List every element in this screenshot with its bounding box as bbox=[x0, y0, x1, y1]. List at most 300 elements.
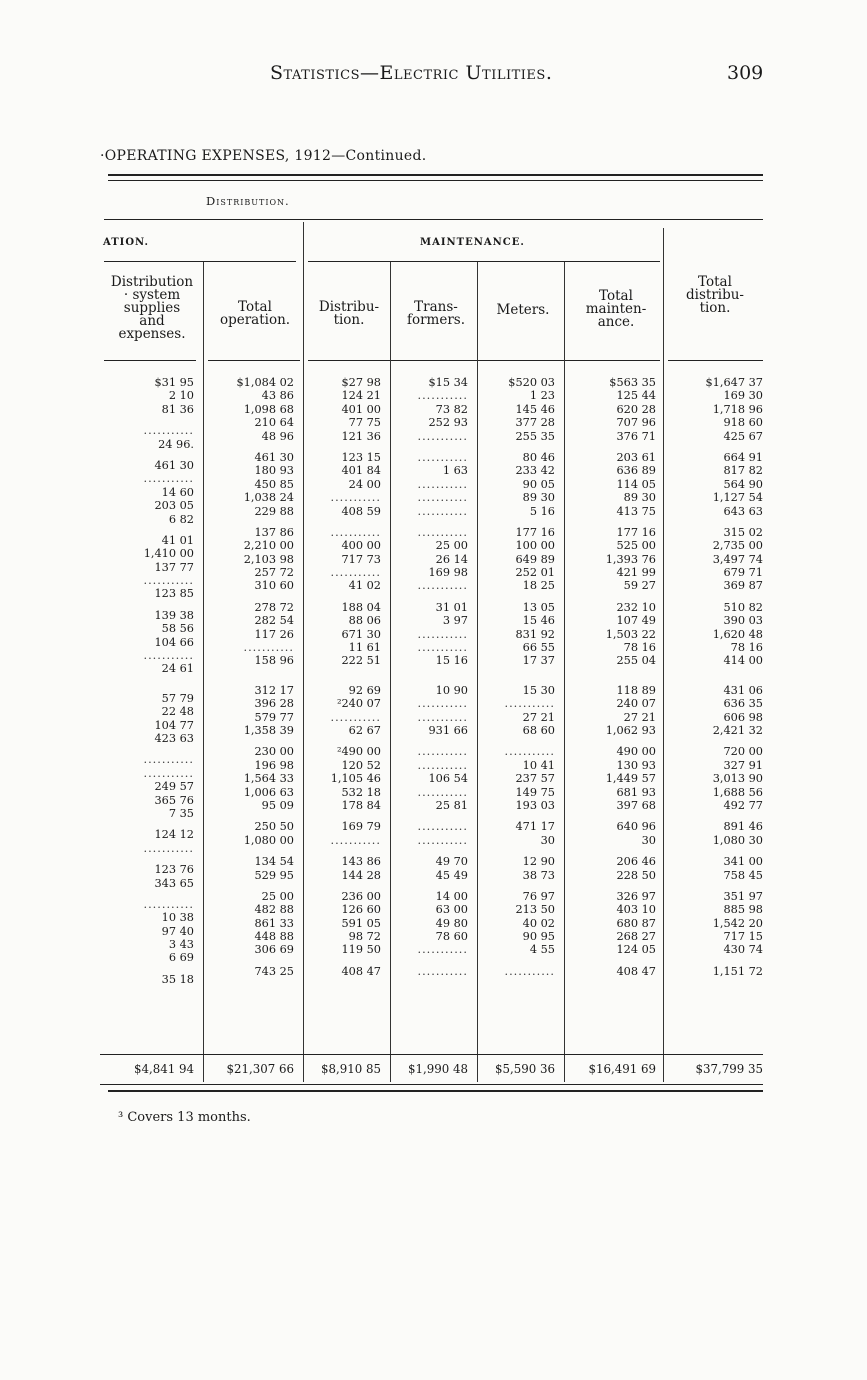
row-gap bbox=[566, 957, 656, 965]
row-gap bbox=[306, 676, 381, 684]
table-cell: ........... bbox=[417, 579, 468, 593]
table-cell: 341 00 bbox=[723, 855, 763, 869]
table-cell: ........... bbox=[243, 641, 294, 655]
row-gap bbox=[566, 847, 656, 855]
table-cell: 891 46 bbox=[723, 820, 763, 834]
row-gap bbox=[479, 882, 555, 890]
row-gap bbox=[306, 882, 381, 890]
table-cell: 213 50 bbox=[515, 903, 555, 917]
table-cell: 401 84 bbox=[341, 464, 381, 478]
row-gap bbox=[306, 443, 381, 451]
table-cell: $1,647 37 bbox=[705, 376, 763, 389]
table-cell: 255 35 bbox=[515, 429, 555, 443]
table-cell: 45 49 bbox=[435, 868, 468, 882]
table-cell: 77 75 bbox=[348, 416, 381, 430]
row-gap bbox=[100, 684, 194, 692]
table-cell: 41 02 bbox=[348, 579, 381, 593]
col-header-transformers: Trans- formers. bbox=[406, 299, 466, 328]
table-cell: 758 45 bbox=[723, 868, 763, 882]
table-cell: 1,564 33 bbox=[243, 772, 294, 786]
table-cell: 861 33 bbox=[254, 916, 294, 930]
table-cell: 78 60 bbox=[435, 930, 468, 944]
table-cell: 237 57 bbox=[515, 772, 555, 786]
table-cell: 177 16 bbox=[515, 525, 555, 539]
table-cell: 620 28 bbox=[616, 402, 656, 416]
column-total-distribution bbox=[666, 376, 763, 978]
table-cell: 104 66 bbox=[154, 635, 194, 649]
table-cell: 510 82 bbox=[723, 600, 763, 614]
table-cell: 461 30 bbox=[154, 458, 194, 472]
col-header-supplies: Distribution · system supplies and expenses. bbox=[110, 274, 194, 342]
row-gap bbox=[206, 443, 294, 451]
table-cell: 169 30 bbox=[723, 389, 763, 403]
table-cell: ........... bbox=[417, 964, 468, 978]
table-cell: ........... bbox=[417, 710, 468, 724]
table-cell: 81 36 bbox=[161, 402, 194, 416]
table-cell: 76 97 bbox=[522, 889, 555, 903]
table-cell: 1,393 76 bbox=[605, 552, 656, 566]
table-cell: 525 00 bbox=[616, 539, 656, 553]
table-cell: ........... bbox=[143, 424, 194, 438]
row-gap bbox=[666, 443, 763, 451]
table-cell: 222 51 bbox=[341, 654, 381, 668]
table-cell: 6 82 bbox=[168, 512, 194, 526]
table-cell: 177 16 bbox=[616, 525, 656, 539]
table-cell: 125 44 bbox=[616, 389, 656, 403]
table-cell: ........... bbox=[330, 566, 381, 580]
row-gap bbox=[206, 518, 294, 526]
table-cell: 1,080 00 bbox=[243, 833, 294, 847]
col-header-total-maintenance: Total mainten- ance. bbox=[585, 288, 647, 330]
row-gap bbox=[666, 957, 763, 965]
table-cell: 306 69 bbox=[254, 943, 294, 957]
table-cell: ........... bbox=[330, 833, 381, 847]
table-cell: 124 05 bbox=[616, 943, 656, 957]
row-gap bbox=[392, 668, 468, 676]
table-cell: 1,062 93 bbox=[605, 723, 656, 737]
table-cell: ........... bbox=[504, 964, 555, 978]
section-operation: ATION. bbox=[103, 237, 150, 248]
table-cell: 107 49 bbox=[616, 614, 656, 628]
table-cell: 390 03 bbox=[723, 614, 763, 628]
row-gap bbox=[306, 737, 381, 745]
table-cell: 10 41 bbox=[522, 758, 555, 772]
row-gap bbox=[566, 593, 656, 601]
table-cell: ........... bbox=[417, 758, 468, 772]
table-cell: 13 05 bbox=[522, 600, 555, 614]
table-cell: 193 03 bbox=[515, 798, 555, 812]
table-cell: 312 17 bbox=[254, 683, 294, 697]
table-cell: 817 82 bbox=[723, 464, 763, 478]
table-cell: 137 77 bbox=[154, 560, 194, 574]
table-cell: 3 97 bbox=[442, 614, 468, 628]
table-cell: 134 54 bbox=[254, 855, 294, 869]
table-cell: 119 50 bbox=[341, 943, 381, 957]
table-cell: 78 16 bbox=[623, 641, 656, 655]
table-cell: 606 98 bbox=[723, 710, 763, 724]
table-cell: 26 14 bbox=[435, 552, 468, 566]
row-gap bbox=[100, 965, 194, 973]
table-cell: ........... bbox=[330, 525, 381, 539]
table-cell: 343 65 bbox=[154, 876, 194, 890]
column-total-operation bbox=[206, 376, 294, 978]
table-cell: 98 72 bbox=[348, 930, 381, 944]
total-maintenance: $16,491 69 bbox=[588, 1062, 656, 1076]
table-cell: 249 57 bbox=[154, 780, 194, 794]
row-gap bbox=[100, 820, 194, 828]
total-meters: $5,590 36 bbox=[494, 1062, 555, 1076]
table-cell: 57 79 bbox=[161, 691, 194, 705]
table-cell: 918 60 bbox=[723, 416, 763, 430]
table-cell: 278 72 bbox=[254, 600, 294, 614]
table-cell: 3,013 90 bbox=[712, 772, 763, 786]
table-cell: ........... bbox=[417, 943, 468, 957]
row-gap bbox=[666, 882, 763, 890]
table-cell: ........... bbox=[143, 766, 194, 780]
row-gap bbox=[100, 890, 194, 898]
table-cell: 123 15 bbox=[341, 450, 381, 464]
row-gap bbox=[566, 668, 656, 676]
table-cell: 41 01 bbox=[161, 533, 194, 547]
table-cell: 58 56 bbox=[161, 622, 194, 636]
table-cell: 104 77 bbox=[154, 718, 194, 732]
table-cell: 591 05 bbox=[341, 916, 381, 930]
total-distribution-maint: $8,910 85 bbox=[320, 1062, 381, 1076]
table-cell: 471 17 bbox=[515, 820, 555, 834]
table-cell: 123 76 bbox=[154, 863, 194, 877]
table-cell: 118 89 bbox=[616, 683, 656, 697]
table-cell: 408 47 bbox=[616, 964, 656, 978]
row-gap bbox=[666, 737, 763, 745]
table-cell: 400 00 bbox=[341, 539, 381, 553]
totals-bottom-rule-2 bbox=[108, 1090, 763, 1092]
top-rule bbox=[108, 174, 763, 176]
row-gap bbox=[479, 593, 555, 601]
table-cell: 62 67 bbox=[348, 723, 381, 737]
table-cell: 143 86 bbox=[341, 855, 381, 869]
table-cell: 139 38 bbox=[154, 608, 194, 622]
row-gap bbox=[392, 443, 468, 451]
row-gap bbox=[100, 676, 194, 684]
table-cell: 130 93 bbox=[616, 758, 656, 772]
table-cell: 123 85 bbox=[154, 587, 194, 601]
row-gap bbox=[392, 737, 468, 745]
table-cell: 461 30 bbox=[254, 450, 294, 464]
table-cell: 2,421 32 bbox=[712, 723, 763, 737]
row-gap bbox=[392, 518, 468, 526]
table-cell: ........... bbox=[417, 450, 468, 464]
table-cell: 114 05 bbox=[616, 477, 656, 491]
table-cell: 11 61 bbox=[348, 641, 381, 655]
table-cell: 250 50 bbox=[254, 820, 294, 834]
table-cell: ........... bbox=[417, 429, 468, 443]
table-cell: 3,497 74 bbox=[712, 552, 763, 566]
row-gap bbox=[479, 676, 555, 684]
table-cell: ........... bbox=[143, 574, 194, 588]
table-cell: 1,080 30 bbox=[712, 833, 763, 847]
table-cell: 121 36 bbox=[341, 429, 381, 443]
row-gap bbox=[100, 601, 194, 609]
table-cell: 743 25 bbox=[254, 964, 294, 978]
table-cell: 885 98 bbox=[723, 903, 763, 917]
column-total-maintenance bbox=[566, 376, 656, 978]
table-cell: 24 96. bbox=[158, 437, 194, 451]
table-cell: 203 05 bbox=[154, 499, 194, 513]
table-cell: $520 03 bbox=[508, 376, 555, 389]
table-cell: 532 18 bbox=[341, 785, 381, 799]
table-cell: 236 00 bbox=[341, 889, 381, 903]
table-cell: 97 40 bbox=[161, 924, 194, 938]
table-cell: 680 87 bbox=[616, 916, 656, 930]
row-gap bbox=[666, 593, 763, 601]
table-cell: 5 16 bbox=[529, 504, 555, 518]
table-cell: 124 12 bbox=[154, 828, 194, 842]
row-gap bbox=[100, 855, 194, 863]
table-cell: 15 46 bbox=[522, 614, 555, 628]
row-gap bbox=[566, 882, 656, 890]
table-cell: 27 21 bbox=[522, 710, 555, 724]
table-cell: ........... bbox=[143, 897, 194, 911]
row-gap bbox=[566, 443, 656, 451]
row-gap bbox=[100, 416, 194, 424]
table-cell: 649 89 bbox=[515, 552, 555, 566]
row-gap bbox=[100, 451, 194, 459]
table-cell: 3 43 bbox=[168, 938, 194, 952]
table-cell: 671 30 bbox=[341, 627, 381, 641]
row-gap bbox=[306, 518, 381, 526]
table-cell: 145 46 bbox=[515, 402, 555, 416]
vrule-2 bbox=[303, 222, 304, 1082]
table-cell: ........... bbox=[417, 477, 468, 491]
table-cell: 25 00 bbox=[435, 539, 468, 553]
table-cell: 310 60 bbox=[254, 579, 294, 593]
table-cell: 1,358 39 bbox=[243, 723, 294, 737]
table-cell: 10 38 bbox=[161, 911, 194, 925]
table-cell: 14 60 bbox=[161, 485, 194, 499]
vrule-1 bbox=[203, 262, 204, 1082]
row-gap bbox=[206, 812, 294, 820]
table-cell: 92 69 bbox=[348, 683, 381, 697]
header-bottom-rule bbox=[104, 360, 196, 361]
table-cell: ........... bbox=[417, 785, 468, 799]
total-distribution: $37,799 35 bbox=[695, 1062, 763, 1076]
row-gap bbox=[306, 957, 381, 965]
table-cell: 450 85 bbox=[254, 477, 294, 491]
total-transformers: $1,990 48 bbox=[407, 1062, 468, 1076]
table-cell: 25 81 bbox=[435, 798, 468, 812]
running-head: Statistics—Electric Utilities. bbox=[270, 62, 553, 84]
group-rule bbox=[104, 219, 763, 220]
row-gap bbox=[392, 812, 468, 820]
table-cell: 1,127 54 bbox=[712, 491, 763, 505]
row-gap bbox=[306, 847, 381, 855]
table-cell: 430 74 bbox=[723, 943, 763, 957]
table-cell: 2,210 00 bbox=[243, 539, 294, 553]
table-cell: 106 54 bbox=[428, 772, 468, 786]
total-supplies: $4,841 94 bbox=[133, 1062, 194, 1076]
table-cell: $31 95 bbox=[154, 376, 194, 389]
table-cell: 492 77 bbox=[723, 798, 763, 812]
column-transformers bbox=[392, 376, 468, 978]
table-cell: 89 30 bbox=[522, 491, 555, 505]
vrule-6 bbox=[663, 228, 664, 1082]
row-gap bbox=[100, 526, 194, 534]
table-cell: ........... bbox=[143, 753, 194, 767]
table-cell: 30 bbox=[641, 833, 656, 847]
table-cell: 49 70 bbox=[435, 855, 468, 869]
table-cell: 66 55 bbox=[522, 641, 555, 655]
table-cell: 35 18 bbox=[161, 972, 194, 986]
row-gap bbox=[666, 812, 763, 820]
table-cell: 831 92 bbox=[515, 627, 555, 641]
table-cell: 421 99 bbox=[616, 566, 656, 580]
table-cell: 408 59 bbox=[341, 504, 381, 518]
table-cell: ........... bbox=[417, 389, 468, 403]
row-gap bbox=[392, 882, 468, 890]
table-cell: 403 10 bbox=[616, 903, 656, 917]
table-cell: 401 00 bbox=[341, 402, 381, 416]
col-header-distribution: Distribu- tion. bbox=[318, 299, 380, 328]
header-bottom-rule-3 bbox=[308, 360, 660, 361]
row-gap bbox=[392, 957, 468, 965]
table-cell: 425 67 bbox=[723, 429, 763, 443]
table-cell: 120 52 bbox=[341, 758, 381, 772]
table-cell: 14 00 bbox=[435, 889, 468, 903]
row-gap bbox=[206, 593, 294, 601]
row-gap bbox=[479, 812, 555, 820]
row-gap bbox=[479, 518, 555, 526]
table-cell: ........... bbox=[143, 649, 194, 663]
row-gap bbox=[206, 882, 294, 890]
table-cell: ........... bbox=[417, 820, 468, 834]
table-cell: 90 95 bbox=[522, 930, 555, 944]
table-cell: 169 79 bbox=[341, 820, 381, 834]
table-cell: ........... bbox=[417, 697, 468, 711]
table-cell: 7 35 bbox=[168, 806, 194, 820]
table-cell: 931 66 bbox=[428, 723, 468, 737]
table-cell: 448 88 bbox=[254, 930, 294, 944]
row-gap bbox=[666, 668, 763, 676]
table-cell: 397 68 bbox=[616, 798, 656, 812]
table-cell: ........... bbox=[330, 491, 381, 505]
table-cell: ........... bbox=[417, 641, 468, 655]
row-gap bbox=[566, 676, 656, 684]
table-cell: $27 98 bbox=[341, 376, 381, 389]
row-gap bbox=[666, 518, 763, 526]
page-number: 309 bbox=[727, 62, 764, 84]
table-cell: 15 30 bbox=[522, 683, 555, 697]
row-gap bbox=[566, 737, 656, 745]
row-gap bbox=[392, 676, 468, 684]
table-cell: ........... bbox=[143, 841, 194, 855]
table-cell: 681 93 bbox=[616, 785, 656, 799]
row-gap bbox=[306, 668, 381, 676]
table-cell: 30 bbox=[540, 833, 555, 847]
col-header-total-operation: Total operation. bbox=[219, 299, 291, 328]
table-cell: 326 97 bbox=[616, 889, 656, 903]
table-cell: 2 10 bbox=[168, 389, 194, 403]
table-cell: 1,449 57 bbox=[605, 772, 656, 786]
table-cell: 49 80 bbox=[435, 916, 468, 930]
table-cell: $15 34 bbox=[428, 376, 468, 389]
vrule-3 bbox=[390, 262, 391, 1082]
table-cell: 1,006 63 bbox=[243, 785, 294, 799]
table-cell: 210 64 bbox=[254, 416, 294, 430]
table-cell: 414 00 bbox=[723, 654, 763, 668]
table-cell: 529 95 bbox=[254, 868, 294, 882]
row-gap bbox=[666, 676, 763, 684]
column-distribution bbox=[306, 376, 381, 978]
table-cell: 63 00 bbox=[435, 903, 468, 917]
footnote: ³ Covers 13 months. bbox=[118, 1110, 251, 1125]
table-cell: 268 27 bbox=[616, 930, 656, 944]
table-cell: 1 63 bbox=[442, 464, 468, 478]
table-cell: 257 72 bbox=[254, 566, 294, 580]
table-cell: 679 71 bbox=[723, 566, 763, 580]
table-cell: 188 04 bbox=[341, 600, 381, 614]
table-cell: 2,103 98 bbox=[243, 552, 294, 566]
row-gap bbox=[206, 737, 294, 745]
table-cell: 180 93 bbox=[254, 464, 294, 478]
table-cell: 229 88 bbox=[254, 504, 294, 518]
table-cell: 1,542 20 bbox=[712, 916, 763, 930]
table-cell: ........... bbox=[417, 504, 468, 518]
table-cell: 27 21 bbox=[623, 710, 656, 724]
table-cell: ²490 00 bbox=[336, 745, 381, 759]
table-cell: 1,038 24 bbox=[243, 491, 294, 505]
row-gap bbox=[479, 668, 555, 676]
table-cell: 4 55 bbox=[529, 943, 555, 957]
table-cell: 90 05 bbox=[522, 477, 555, 491]
table-cell: $563 35 bbox=[609, 376, 656, 389]
row-gap bbox=[479, 443, 555, 451]
header-bottom-rule-2 bbox=[208, 360, 300, 361]
table-cell: 233 42 bbox=[515, 464, 555, 478]
table-cell: 240 07 bbox=[616, 697, 656, 711]
table-cell: 24 61 bbox=[161, 662, 194, 676]
totals-rule bbox=[100, 1054, 763, 1055]
table-cell: 636 89 bbox=[616, 464, 656, 478]
table-cell: 720 00 bbox=[723, 745, 763, 759]
table-cell: 1,503 22 bbox=[605, 627, 656, 641]
row-gap bbox=[666, 847, 763, 855]
table-cell: 228 50 bbox=[616, 868, 656, 882]
header-bottom-rule-4 bbox=[668, 360, 763, 361]
totals-bottom-rule bbox=[100, 1084, 763, 1085]
table-cell: 365 76 bbox=[154, 793, 194, 807]
table-cell: 40 02 bbox=[522, 916, 555, 930]
table-cell: 579 77 bbox=[254, 710, 294, 724]
table-cell: 1,688 56 bbox=[712, 785, 763, 799]
table-cell: 89 30 bbox=[623, 491, 656, 505]
table-cell: 196 98 bbox=[254, 758, 294, 772]
table-cell: 68 60 bbox=[522, 723, 555, 737]
table-cell: 377 28 bbox=[515, 416, 555, 430]
table-cell: 88 06 bbox=[348, 614, 381, 628]
table-cell: 149 75 bbox=[515, 785, 555, 799]
table-cell: 490 00 bbox=[616, 745, 656, 759]
table-cell: ........... bbox=[143, 472, 194, 486]
table-cell: 1,620 48 bbox=[712, 627, 763, 641]
table-cell: 78 16 bbox=[730, 641, 763, 655]
table-cell: 230 00 bbox=[254, 745, 294, 759]
column-supplies bbox=[100, 376, 194, 986]
table-cell: ........... bbox=[417, 491, 468, 505]
row-gap bbox=[306, 593, 381, 601]
table-cell: 707 96 bbox=[616, 416, 656, 430]
table-cell: 95 09 bbox=[261, 798, 294, 812]
table-cell: 643 63 bbox=[723, 504, 763, 518]
